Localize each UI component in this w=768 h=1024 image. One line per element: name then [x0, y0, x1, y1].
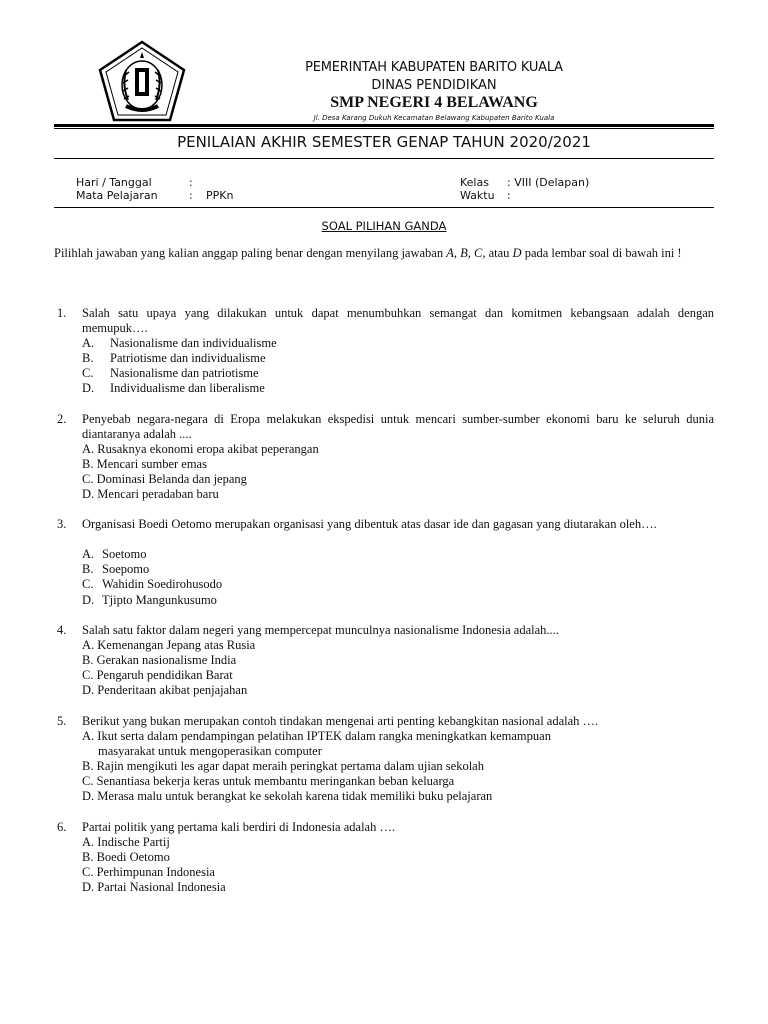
answer-option[interactable]: D. Penderitaan akibat penjajahan	[82, 683, 248, 697]
question-number: 1.	[57, 306, 67, 320]
question-number: 5.	[57, 714, 67, 728]
question-number: 3.	[57, 517, 67, 531]
question-text: Penyebab negara-negara di Eropa melakukan ekspedisi untuk mencari sumber-sumber ekonomi baru ke seluruh dunia diantaranya adalah ....	[82, 412, 714, 441]
answer-option[interactable]: D. Partai Nasional Indonesia	[82, 880, 226, 894]
answer-option[interactable]: A. Nasionalisme dan individualisme	[82, 336, 277, 350]
title-divider	[54, 158, 714, 159]
question-text: Partai politik yang pertama kali berdiri di Indonesia adalah ….	[82, 820, 396, 834]
answer-option[interactable]: C. Dominasi Belanda dan jepang	[82, 472, 247, 486]
subject-value: PPKn	[206, 189, 234, 202]
header-divider-thick	[54, 124, 714, 127]
answer-option[interactable]: B. Mencari sumber emas	[82, 457, 207, 471]
exam-title: PENILAIAN AKHIR SEMESTER GENAP TAHUN 2020/2021	[177, 133, 591, 151]
answer-option[interactable]: A. Rusaknya ekonomi eropa akibat peperangan	[82, 442, 319, 456]
answer-option[interactable]: B. Patriotisme dan individualisme	[82, 351, 266, 365]
day-date-label: Hari / Tanggal	[76, 176, 152, 189]
department-name: DINAS PENDIDIKAN	[371, 78, 497, 93]
answer-option[interactable]: C. Nasionalisme dan patriotisme	[82, 366, 259, 380]
answer-option[interactable]: A. Indische Partij	[82, 835, 170, 849]
answer-option[interactable]: D. Individualisme dan liberalisme	[82, 381, 265, 395]
question-text: Berikut yang bukan merupakan contoh tindakan mengenai arti penting kebangkitan nasional adalah ….	[82, 714, 599, 728]
answer-option[interactable]: D. Merasa malu untuk berangkat ke sekolah karena tidak memiliki buku pelajaran	[82, 789, 493, 803]
question-number: 2.	[57, 412, 67, 426]
school-address: Jl. Desa Karang Dukuh Kecamatan Belawang Kabupaten Barito Kuala	[313, 114, 555, 122]
class-value: : VIII (Delapan)	[507, 176, 590, 189]
subject-label: Mata Pelajaran	[76, 189, 158, 202]
government-name: PEMERINTAH KABUPATEN BARITO KUALA	[305, 60, 563, 75]
answer-option[interactable]: D. Mencari peradaban baru	[82, 487, 219, 501]
school-emblem-logo	[96, 40, 188, 122]
answer-option[interactable]: B. Gerakan nasionalisme India	[82, 653, 237, 667]
subject-colon: :	[189, 189, 193, 202]
answer-option[interactable]: A. Kemenangan Jepang atas Rusia	[82, 638, 256, 652]
answer-option[interactable]: C. Perhimpunan Indonesia	[82, 865, 215, 879]
answer-option[interactable]: B. Rajin mengikuti les agar dapat meraih peringkat pertama dalam ujian sekolah	[82, 759, 484, 773]
day-date-colon: :	[189, 176, 193, 189]
answer-option[interactable]: A. Ikut serta dalam pendampingan pelatihan IPTEK dalam rangka meningkatkan kemampuan masyarakat untuk mengoperasikan computer	[82, 729, 551, 758]
answer-option[interactable]: C. Pengaruh pendidikan Barat	[82, 668, 233, 682]
answer-option[interactable]: B. Soepomo	[82, 562, 150, 576]
section-title: SOAL PILIHAN GANDA	[321, 219, 447, 233]
question-text: Salah satu upaya yang dilakukan untuk dapat menumbuhkan semangat dan komitmen kebangsaan adalah dengan memupuk….	[82, 306, 714, 335]
question-number: 6.	[57, 820, 67, 834]
question-text: Salah satu faktor dalam negeri yang mempercepat munculnya nasionalisme Indonesia adalah....	[82, 623, 559, 637]
time-label: Waktu	[460, 189, 495, 202]
answer-option[interactable]: B. Boedi Oetomo	[82, 850, 170, 864]
answer-option[interactable]: D. Tjipto Mangunkusumo	[82, 593, 217, 607]
time-value: :	[507, 189, 511, 202]
class-label: Kelas	[460, 176, 489, 189]
instructions: Pilihlah jawaban yang kalian anggap paling benar dengan menyilang jawaban A, B, C, atau D pada lembar soal di bawah ini !	[54, 246, 682, 260]
question-number: 4.	[57, 623, 67, 637]
answer-option[interactable]: A. Soetomo	[82, 547, 147, 561]
header-divider-thin	[54, 128, 714, 129]
meta-divider	[54, 207, 714, 208]
question-text: Organisasi Boedi Oetomo merupakan organisasi yang dibentuk atas dasar ide dan gagasan yang diutarakan oleh….	[82, 517, 657, 531]
school-name: SMP NEGERI 4 BELAWANG	[330, 94, 538, 111]
answer-option[interactable]: C. Senantiasa bekerja keras untuk membantu meringankan beban keluarga	[82, 774, 455, 788]
answer-option[interactable]: C. Wahidin Soedirohusodo	[82, 577, 223, 591]
